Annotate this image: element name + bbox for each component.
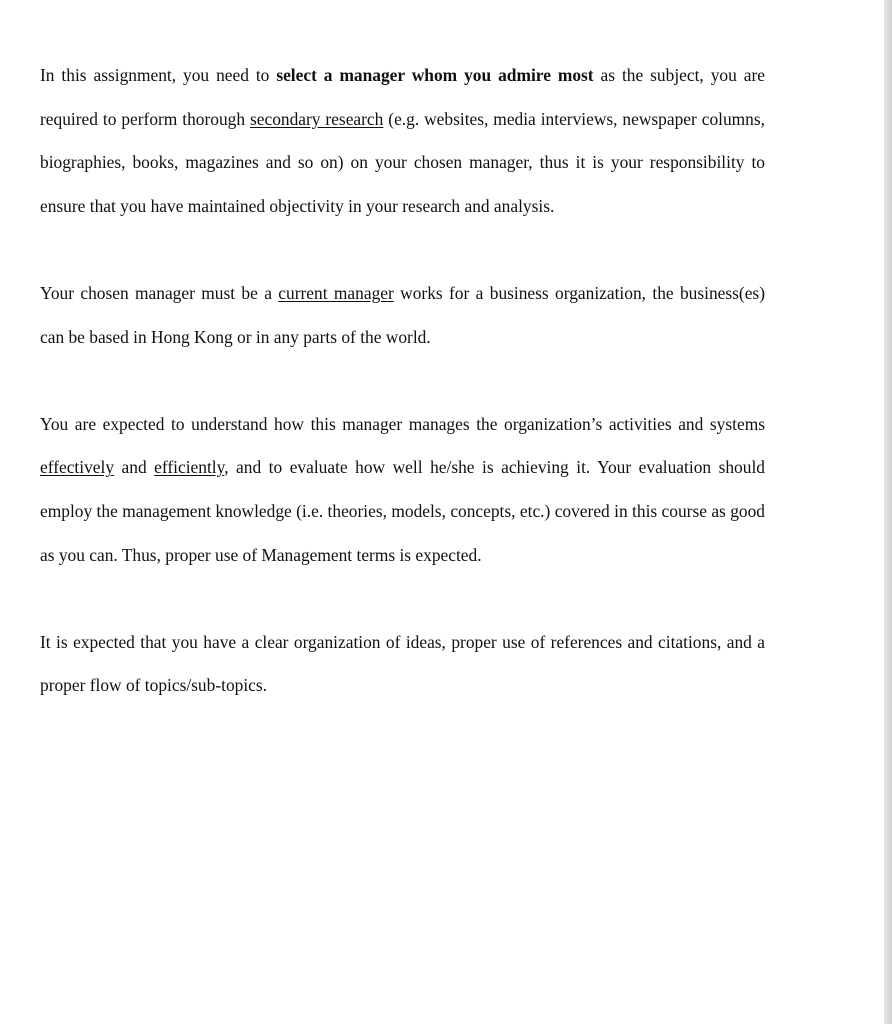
text-run: In this assignment, you need to	[40, 65, 277, 85]
text-run: , and to evaluate how well he/she is achieving it. Your evaluation should employ the management knowledge (i.e. theories, models, concepts, etc.) covered in this course as good as you can. Thus, proper use of Management terms is expected.	[40, 457, 765, 565]
underlined-term-efficiently: efficiently	[154, 457, 225, 478]
text-run: and	[114, 457, 155, 478]
text-run: (e.g. websites, media interviews, newspaper columns, biographies, books, magazines and so on) on your chosen manager, thus it is your responsibility to ensure that you have maintained objectivity in your research and analysis.	[40, 108, 765, 216]
underlined-term-secondary-research: secondary research	[250, 108, 384, 129]
bold-emphasis: select a manager whom you admire most	[276, 65, 594, 85]
document-body	[40, 54, 765, 708]
text-run: Your chosen manager must be a	[40, 282, 279, 303]
underlined-term-effectively: effectively	[40, 457, 115, 478]
paragraph-evaluation-expectations	[40, 403, 765, 577]
paragraph-spacer	[40, 228, 765, 272]
text-run: as the subject, you are required to perform thorough	[40, 65, 765, 129]
paragraph-spacer	[40, 577, 765, 621]
text-run: It is expected that you have a clear organization of ideas, proper use of references and citations, and a proper flow of topics/sub-topics.	[40, 631, 765, 696]
paragraph-manager-requirement	[40, 272, 765, 359]
paragraph-spacer	[40, 359, 765, 403]
underlined-term-current-manager: current manager	[278, 282, 394, 303]
text-run: You are expected to understand how this manager manages the organization’s activities and systems	[40, 413, 765, 434]
page-edge-shadow	[884, 0, 892, 1024]
text-run: works for a business organization, the business(es) can be based in Hong Kong or in any parts of the world.	[40, 282, 765, 347]
paragraph-organization-expectations	[40, 621, 765, 708]
paragraph-assignment-intro	[40, 54, 765, 228]
